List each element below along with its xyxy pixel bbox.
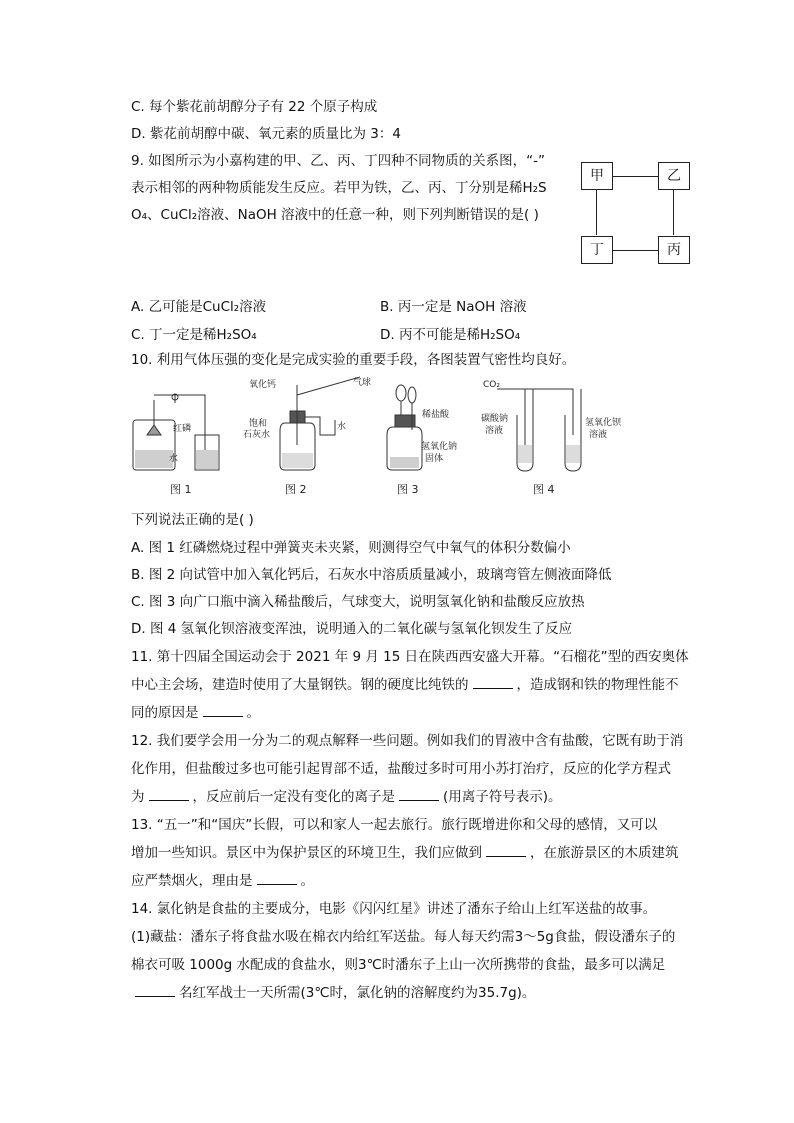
answer-blank[interactable] (473, 676, 513, 689)
q13-line2 (131, 844, 679, 862)
q9-option-c: C. 丁一定是稀H₂SO₄ (131, 327, 257, 343)
q12-line3 (131, 788, 562, 806)
q8-option-c: C. 每个紫花前胡醇分子有 22 个原子构成 (131, 99, 378, 115)
q8-option-d: D. 紫花前胡醇中碳、氧元素的质量比为 3：4 (131, 126, 401, 142)
label-hongling: 红磷 (173, 424, 192, 434)
q9-option-d: D. 丙不可能是稀H₂SO₄ (380, 327, 521, 343)
q9-option-b: B. 丙一定是 NaOH 溶液 (380, 299, 527, 315)
label-lime-2: 石灰水 (243, 430, 271, 440)
q11-line2-b: ，造成钢和铁的物理性能不 (516, 677, 679, 693)
caption-fig-2: 图 2 (285, 483, 307, 496)
label-na2co3-1: 碳酸钠 (481, 414, 509, 424)
q10-stem: 10. 利用气体压强的变化是完成实验的重要手段，各图装置气密性均良好。 (131, 352, 576, 368)
q10-apparatus-figure (125, 375, 645, 500)
answer-blank[interactable] (486, 844, 526, 857)
q10-option-a: A. 图 1 红磷燃烧过程中弹簧夹未夹紧，则测得空气中氧气的体积分数偏小 (131, 540, 571, 556)
edge-yi-bing (673, 190, 674, 235)
label-baoh-2: 溶液 (589, 430, 608, 440)
q9-stem-line1: 9. 如图所示为小嘉构建的甲、乙、丙、丁四种不同物质的关系图，“-” (131, 153, 546, 169)
label-baoh-1: 氢氧化钡 (585, 418, 622, 428)
box-ding: 丁 (581, 236, 613, 264)
box-yi: 乙 (658, 162, 690, 190)
caption-fig-4: 图 4 (533, 483, 555, 496)
caption-fig-1: 图 1 (170, 483, 192, 496)
label-acid: 稀盐酸 (422, 410, 450, 420)
label-na2co3-2: 溶液 (485, 426, 504, 436)
q14-line2: (1)藏盐：潘东子将食盐水吸在棉衣内给红军送盐。每人每天约需3～5g食盐，假设潘东子的 (131, 929, 676, 945)
q12-line1: 12. 我们要学会用一分为二的观点解释一些问题。例如我们的胃液中含有盐酸，它既有助于消 (131, 733, 684, 749)
label-f1-water: 水 (169, 454, 179, 464)
label-co2: CO₂ (483, 380, 500, 390)
q12-line3-a: 为 (131, 789, 145, 805)
answer-blank[interactable] (149, 788, 189, 801)
answer-blank[interactable] (203, 704, 243, 717)
label-naoh-1: 氢氧化钠 (421, 442, 458, 452)
label-lime-1: 饱和 (249, 419, 268, 429)
q13-line2-a: 增加一些知识。景区中为保护景区的环境卫生，我们应做到 (131, 845, 482, 861)
q14-line3: 棉衣可吸 1000g 水配成的食盐水，则3℃时潘东子上山一次所携带的食盐，最多可以满足 (131, 957, 666, 973)
q13-line2-b: ，在旅游景区的木质建筑 (530, 845, 679, 861)
label-balloon: 气球 (353, 378, 372, 388)
q12-line3-b: ，反应前后一定没有变化的离子是 (192, 789, 395, 805)
q13-line3-b: 。 (300, 873, 314, 889)
edge-jia-ding (596, 190, 597, 235)
q11-line1: 11. 第十四届全国运动会于 2021 年 9 月 15 日在陕西西安盛大开幕。“石榴花”型的西安奥体 (131, 649, 689, 665)
q14-line1: 14. 氯化钠是食盐的主要成分，电影《闪闪红星》讲述了潘东子给山上红军送盐的故事。 (131, 901, 657, 917)
q14-line4-text: 名红军战士一天所需(3℃时，氯化钠的溶解度约为35.7g)。 (179, 985, 536, 1001)
q10-option-d: D. 图 4 氢氧化钡溶液变浑浊，说明通入的二氧化碳与氢氧化钡发生了反应 (131, 621, 573, 637)
q10-option-c: C. 图 3 向广口瓶中滴入稀盐酸后，气球变大，说明氢氧化钠和盐酸反应放热 (131, 594, 585, 610)
answer-blank[interactable] (135, 984, 175, 997)
caption-fig-3: 图 3 (397, 483, 419, 496)
q10-prompt: 下列说法正确的是( ) (131, 512, 254, 528)
q14-line4 (131, 984, 535, 1002)
label-f2-water: 水 (337, 422, 347, 432)
figure-3-apparatus (387, 385, 422, 470)
figure-2-apparatus (280, 377, 360, 470)
q11-line3 (131, 704, 260, 722)
box-bing: 丙 (658, 236, 690, 264)
q11-line2 (131, 676, 679, 694)
q11-line3-b: 。 (246, 705, 260, 721)
edge-ding-bing (613, 250, 658, 251)
q12-line2: 化作用，但盐酸过多也可能引起胃部不适，盐酸过多时可用小苏打治疗，反应的化学方程式 (131, 761, 671, 777)
label-naoh-2: 固体 (425, 454, 444, 464)
answer-blank[interactable] (257, 872, 297, 885)
q13-line3-a: 应严禁烟火，理由是 (131, 873, 253, 889)
q9-stem-line2: 表示相邻的两种物质能发生反应。若甲为铁，乙、丙、丁分别是稀H₂S (131, 180, 547, 196)
figure-4-apparatus (497, 389, 581, 471)
q9-stem-line3: O₄、CuCl₂溶液、NaOH 溶液中的任意一种，则下列判断错误的是( ) (131, 207, 539, 223)
box-jia: 甲 (581, 162, 613, 190)
q11-line3-a: 同的原因是 (131, 705, 199, 721)
answer-blank[interactable] (399, 788, 439, 801)
q10-option-b: B. 图 2 向试管中加入氧化钙后，石灰水中溶质质量减小，玻璃弯管左侧液面降低 (131, 567, 612, 583)
label-cao: 氧化钙 (249, 380, 277, 390)
q9-option-a: A. 乙可能是CuCl₂溶液 (131, 299, 267, 315)
q13-line1: 13. “五一”和“国庆”长假，可以和家人一起去旅行。旅行既增进你和父母的感情，又可以 (131, 817, 658, 833)
edge-jia-yi (613, 176, 658, 177)
q11-line2-a: 中心主会场，建造时使用了大量钢铁。钢的硬度比纯铁的 (131, 677, 469, 693)
q12-line3-c: (用离子符号表示)。 (443, 789, 562, 805)
q13-line3 (131, 872, 314, 890)
